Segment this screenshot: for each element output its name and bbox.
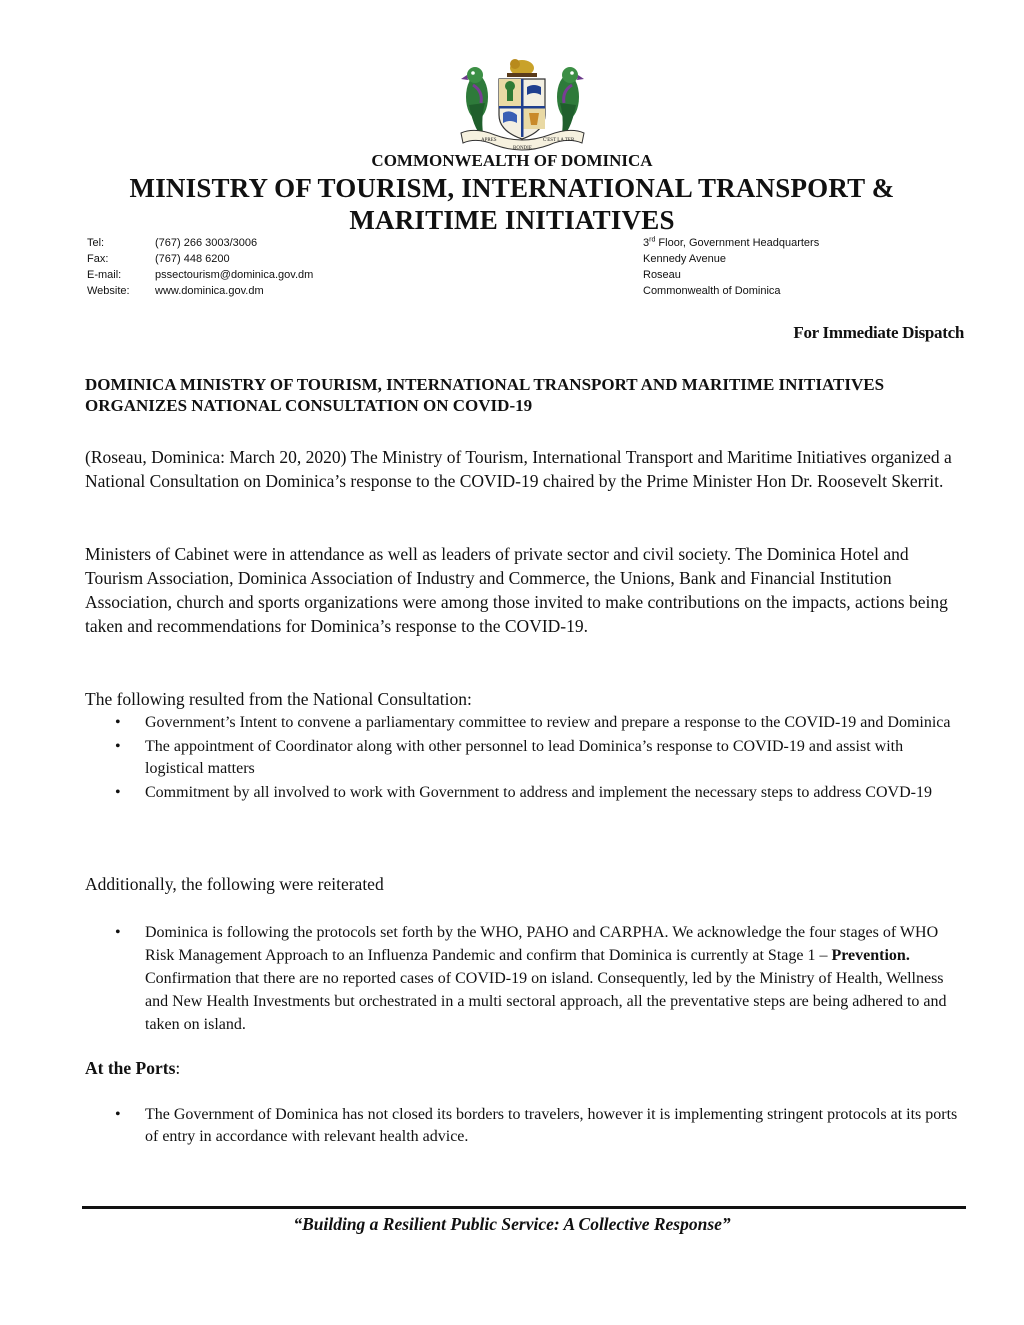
left-parrot-icon [461, 67, 488, 133]
contact-values [155, 235, 313, 299]
right-parrot-icon [557, 67, 584, 133]
attendance-paragraph: Ministers of Cabinet were in attendance as well as leaders of private sector and civil society. The Dominica Hotel and Tourism Association, Dominica Association of Industry and Commerce, the Unions, Bank and Financial Institution Association, church and sports organizations were among those invited to make contributions on the impacts, actions being taken and recommendations for Dominica’s response to the COVID-19. [85, 544, 948, 636]
press-release-headline: DOMINICA MINISTRY OF TOURISM, INTERNATIONAL TRANSPORT AND MARITIME INITIATIVES ORGANIZES NATIONAL CONSULTATION ON COVID-19 [85, 375, 885, 415]
lion-crest-icon [507, 59, 537, 77]
postal-address [643, 235, 819, 299]
footer-divider [82, 1206, 966, 1209]
shield-icon [499, 79, 545, 139]
list-item: • The appointment of Coordinator along with other personnel to lead Dominica’s response to COVID-19 and assist with logistical matters [85, 736, 965, 780]
coat-of-arms-icon [455, 55, 590, 155]
ministry-heading [0, 172, 1024, 236]
reiterated-list [85, 921, 965, 1038]
fax-number: (767) 448 6200 [155, 253, 230, 265]
svg-text:BONDIE: BONDIE [513, 146, 532, 151]
reiterated-intro: Additionally, the following were reiterated [85, 874, 384, 894]
results-intro: The following resulted from the National Consultation: [85, 689, 472, 709]
intro-paragraph: (Roseau, Dominica: March 20, 2020) The Ministry of Tourism, International Transport and Maritime Initiatives organized a National Consultation on Dominica’s response to the COVID-19 chaired by the Prime Minister Hon Dr. Roosevelt Skerrit. [85, 447, 952, 491]
address-line4: Commonwealth of Dominica [643, 285, 781, 297]
phone-number: (767) 266 3003/3006 [155, 237, 258, 249]
list-item: • Government’s Intent to convene a parliamentary committee to review and prepare a response to the COVID-19 and Dominica [85, 712, 965, 734]
contact-labels [87, 235, 130, 299]
ministry-heading-line1: MINISTRY OF TOURISM, INTERNATIONAL TRANSPORT & [129, 173, 895, 203]
address-line3: Roseau [643, 269, 681, 281]
ports-list [85, 1104, 965, 1150]
list-item: • Dominica is following the protocols set forth by the WHO, PAHO and CARPHA. We acknowledge the four stages of WHO Risk Management Approach to an Influenza Pandemic and confirm that Dominica is currently at Stage 1 – Prevention. Confirmation that there are no reported cases of COVID-19 on island. Consequently, led by the Ministry of Health, Wellness and New Health Investments but orchestrated in a multi sectoral approach, all the preventative steps are being adhered to and taken on island. [85, 921, 965, 1036]
stage-emphasis: Prevention. [831, 947, 910, 964]
address-line1: 3rd Floor, Government Headquarters [643, 236, 820, 249]
ports-heading: At the Ports: [85, 1058, 181, 1078]
contact-label: Website: [87, 285, 130, 297]
dispatch-notice: For Immediate Dispatch [793, 323, 964, 342]
ministry-heading-line2: MARITIME INITIATIVES [349, 205, 675, 235]
website-address: www.dominica.gov.dm [155, 285, 264, 297]
list-item: • Commitment by all involved to work with Government to address and implement the necessary steps to address COVD-19 [85, 782, 965, 804]
svg-text:APRES: APRES [481, 138, 497, 143]
address-line2: Kennedy Avenue [643, 253, 726, 265]
contact-label: E-mail: [87, 269, 122, 281]
footer-slogan: “Building a Resilient Public Service: A Collective Response” [293, 1214, 731, 1234]
list-item: • The Government of Dominica has not closed its borders to travelers, however it is implementing stringent protocols at its ports of entry in accordance with relevant health advice. [85, 1104, 965, 1148]
svg-text:C'EST LA TER: C'EST LA TER [543, 138, 575, 143]
results-list [85, 712, 965, 806]
country-heading: COMMONWEALTH OF DOMINICA [371, 151, 653, 170]
email-address: pssectourism@dominica.gov.dm [155, 269, 314, 281]
contact-label: Fax: [87, 253, 109, 265]
contact-label: Tel: [87, 237, 105, 249]
